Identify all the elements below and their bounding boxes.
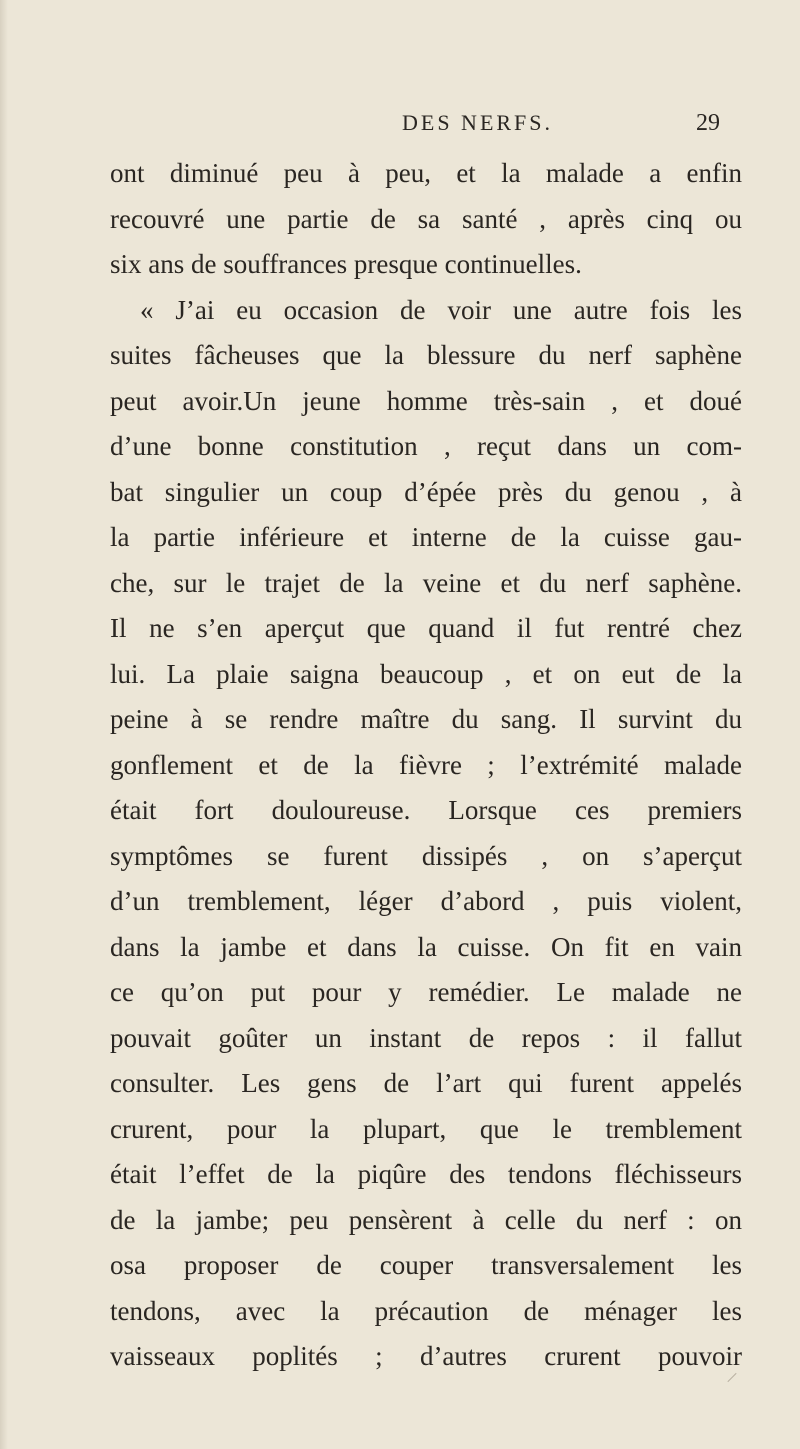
text-line: symptômes se furent dissipés , on s’aperçut xyxy=(110,840,742,871)
text-line: six ans de souffrances presque continuelles. xyxy=(110,249,582,279)
text-line: était l’effet de la piqûre des tendons fléchisseurs xyxy=(110,1159,742,1189)
text-line: d’une bonne constitution , reçut dans un com- xyxy=(110,431,742,461)
text-line: osa proposer de couper transversalement les xyxy=(110,1250,742,1280)
page-number: 29 xyxy=(696,110,720,136)
text-line: bat singulier un coup d’épée près du genou , à xyxy=(110,476,742,507)
text-line: « J’ai eu occasion de voir une autre fois les xyxy=(140,294,742,325)
body-text xyxy=(110,151,742,1380)
text-line: che, sur le trajet de la veine et du nerf saphène. xyxy=(110,567,742,598)
text-line: de la jambe; peu pensèrent à celle du nerf : on xyxy=(110,1204,742,1235)
text-line: était fort douloureuse. Lorsque ces premiers xyxy=(110,795,742,825)
page-gutter-shadow xyxy=(0,0,8,1449)
text-line: dans la jambe et dans la cuisse. On fit en vain xyxy=(110,931,742,962)
text-line: vaisseaux poplités ; d’autres crurent pouvoir xyxy=(110,1341,742,1371)
text-line: Il ne s’en aperçut que quand il fut rentré chez xyxy=(110,613,742,643)
text-line: peut avoir.Un jeune homme très-sain , et doué xyxy=(110,385,742,416)
page-header xyxy=(0,108,800,148)
text-line: lui. La plaie saigna beaucoup , et on eut de la xyxy=(110,658,742,689)
text-line: crurent, pour la plupart, que le tremblement xyxy=(110,1113,742,1144)
text-line: la partie inférieure et interne de la cuisse gau- xyxy=(110,522,742,552)
text-line: suites fâcheuses que la blessure du nerf saphène xyxy=(110,340,742,370)
text-line: ont diminué peu à peu, et la malade a enfin xyxy=(110,158,742,188)
text-line: d’un tremblement, léger d’abord , puis violent, xyxy=(110,886,742,916)
text-line: ce qu’on put pour y remédier. Le malade ne xyxy=(110,977,742,1007)
text-line: recouvré une partie de sa santé , après cinq ou xyxy=(110,203,742,234)
text-line: gonflement et de la fièvre ; l’extrémité malade xyxy=(110,749,742,780)
text-line: peine à se rendre maître du sang. Il survint du xyxy=(110,704,742,734)
text-line: pouvait goûter un instant de repos : il fallut xyxy=(110,1022,742,1053)
text-line: tendons, avec la précaution de ménager les xyxy=(110,1295,742,1326)
text-line: consulter. Les gens de l’art qui furent appelés xyxy=(110,1068,742,1098)
running-head: DES NERFS. xyxy=(402,110,554,135)
